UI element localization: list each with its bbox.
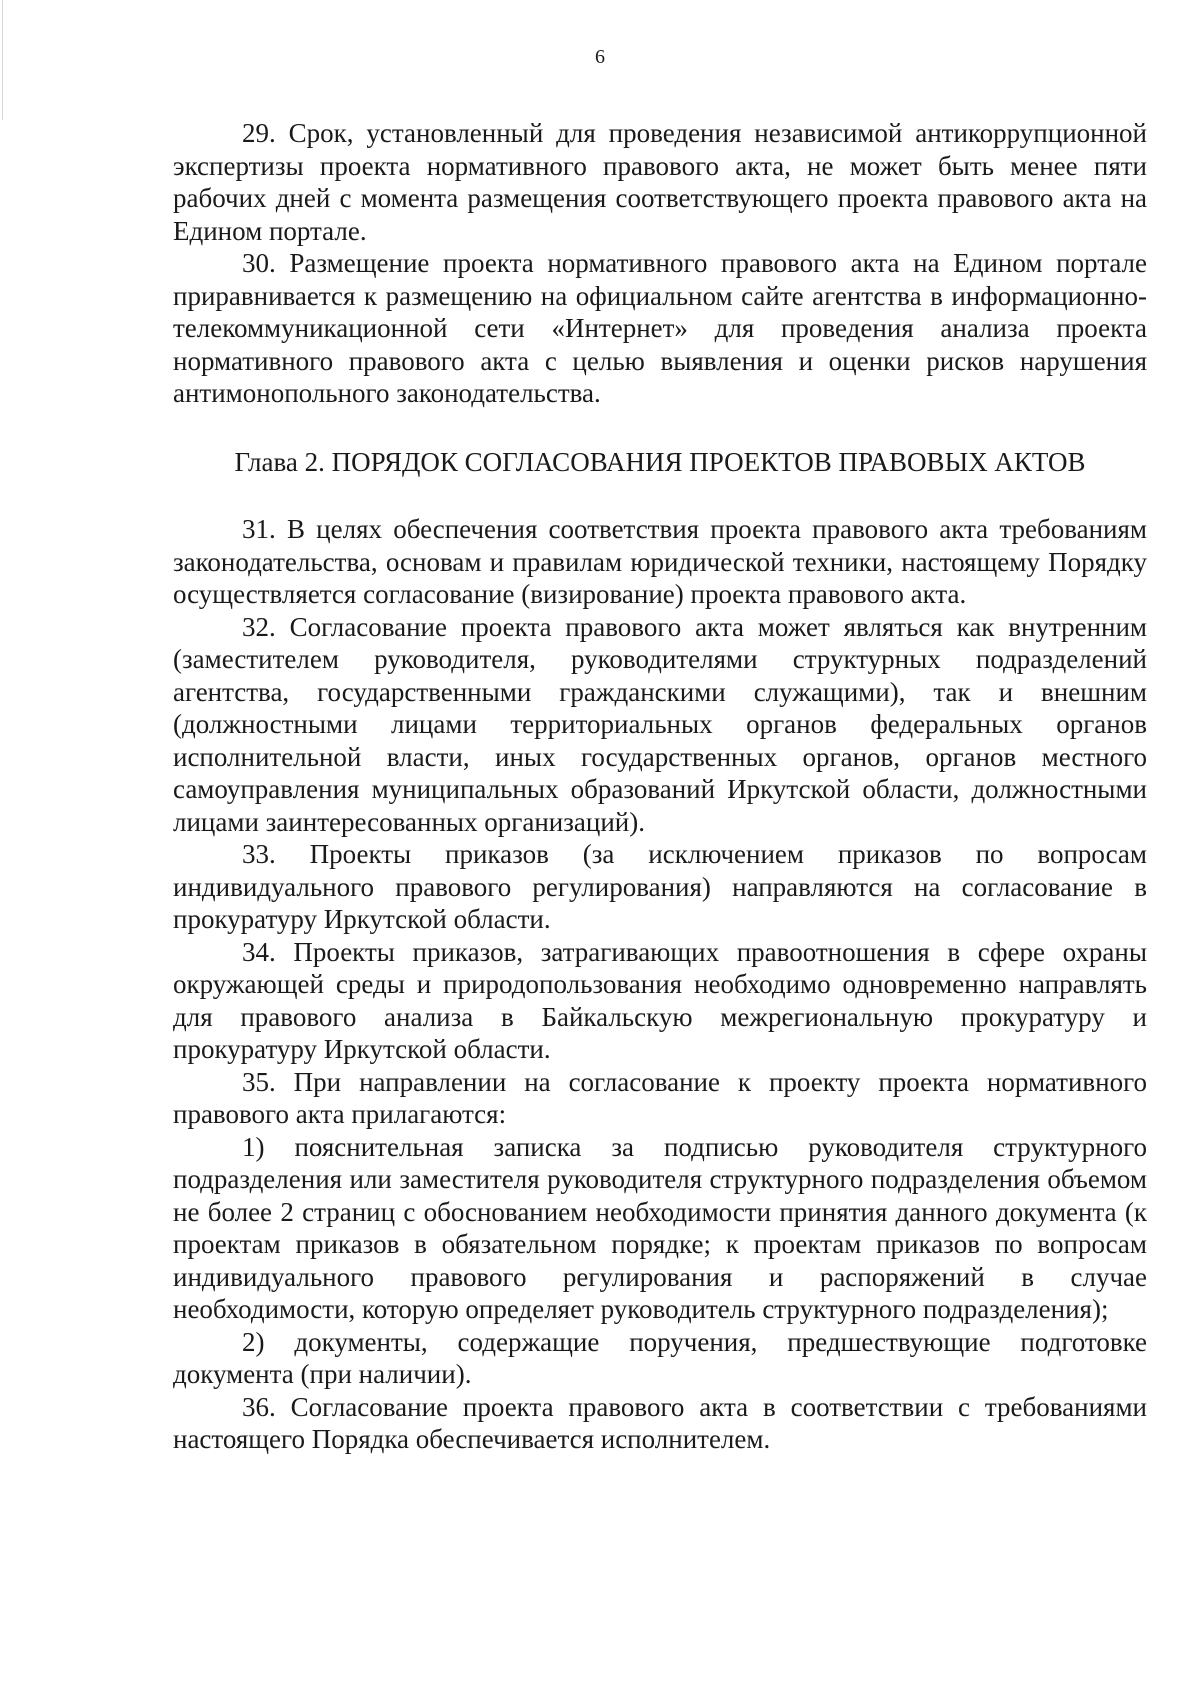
paragraph-33: 33. Проекты приказов (за исключением приказов по вопросам индивидуального правового регулирования) направляются на согласование в прокуратуру Иркутской области.: [173, 839, 1147, 934]
paragraph-31: 31. В целях обеспечения соответствия проекта правового акта требованиям законодательства, основам и правилам юридической техники, настоящему Порядку осуществляется согласование (визирование) проекта правового акта.: [173, 514, 1147, 609]
paragraph-35-item-2: 2) документы, содержащие поручения, предшествующие подготовке документа (при наличии).: [173, 1326, 1147, 1389]
paragraph-32: 32. Согласование проекта правового акта может являться как внутренним (заместителем руководителя, руководителями структурных подразделений агентства, государственными гражданскими служащими), так и внешним (должностными лицами территориальных органов федеральных органов исполнительной власти, иных государственных органов, органов местного самоуправления муниципальных образований Иркутской области, должностными лицами заинтересованных организаций).: [173, 611, 1147, 837]
paragraph-35-item-1: 1) пояснительная записка за подписью руководителя структурного подразделения или заместителя руководителя структурного подразделения объемом не более 2 страниц с обоснованием необходимости принятия данного документа (к проектам приказов в обязательном порядке; к проектам приказов по вопросам индивидуального правового регулирования и распоряжений в случае необходимости, которую определяет руководитель структурного подразделения);: [173, 1131, 1147, 1324]
document-body: [173, 117, 1147, 1456]
chapter-title: Глава 2. ПОРЯДОК СОГЛАСОВАНИЯ ПРОЕКТОВ ПРАВОВЫХ АКТОВ: [234, 446, 1086, 477]
page-number: 6: [595, 46, 605, 68]
paragraph-34: 34. Проекты приказов, затрагивающих правоотношения в сфере охраны окружающей среды и природопользования необходимо одновременно направлять для правового анализа в Байкальскую межрегиональную прокуратуру и прокуратуру Иркутской области.: [173, 936, 1147, 1064]
paragraph-29: 29. Срок, установленный для проведения независимой антикоррупционной экспертизы проекта нормативного правового акта, не может быть менее пяти рабочих дней с момента размещения соответствующего проекта правового акта на Едином портале.: [173, 118, 1147, 246]
paragraph-36: 36. Согласование проекта правового акта в соответствии с требованиями настоящего Порядка обеспечивается исполнителем.: [173, 1391, 1147, 1454]
paragraph-30: 30. Размещение проекта нормативного правового акта на Едином портале приравнивается к размещению на официальном сайте агентства в информационно-телекоммуникационной сети «Интернет» для проведения анализа проекта нормативного правового акта с целью выявления и оценки рисков нарушения антимонопольного законодательства.: [173, 248, 1147, 408]
paragraph-35: 35. При направлении на согласование к проекту проекта нормативного правового акта прилагаются:: [173, 1066, 1147, 1129]
